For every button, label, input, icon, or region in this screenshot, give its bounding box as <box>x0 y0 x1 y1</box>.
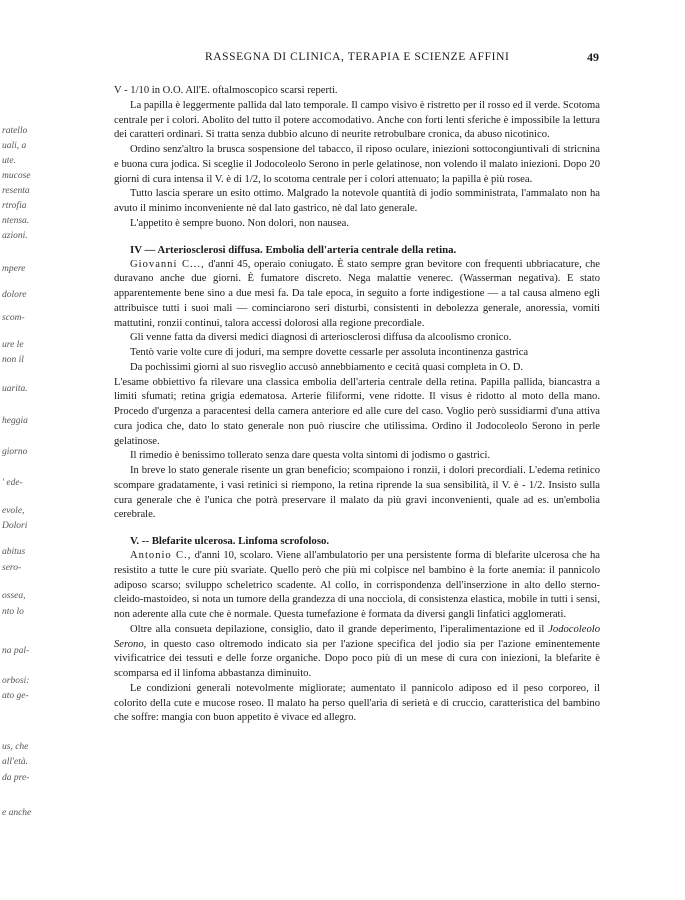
paragraph: La papilla è leggermente pallida dal lato temporale. Il campo visivo è ristretto per il rosso ed il verde. Scotoma centrale per i colori. Abolito del tutto il potere accomodativo. Anche con forti lenti sferiche è impossibile la lettura dei caratteri ordinari. Si tratta senza dubbio alcuno di neurite retrobulbare cronica, da abuso nicotinico. <box>114 99 600 141</box>
left-margin-bleed-through <box>0 0 48 900</box>
paragraph: Tutto lascia sperare un esito ottimo. Malgrado la notevole quantità di jodio somministrata, l'ammalato non ha avuto il minimo inconveniente nè dal lato gastrico, nè dal lato generale. <box>114 188 600 214</box>
paragraph: L'appetito è sempre buono. Non dolori, non nausea. <box>130 217 350 229</box>
paragraph-text: d'anni 10, scolaro. Viene all'ambulatorio per una persistente forma di blefarite ulcerosa che ha resistito a tutte le cure più svariate. Quello però che più mi colpisce nel bambino è la forte anemia: il pannicolo adiposo scarso; sviluppo scheletrico scadente. Al collo, in corrispondenza dell'inserzione in alto dello sterno-cleido-mastoideo, si nota un tumore della grandezza di una nocciola, di consistenza elastica, mobile in tutti i sensi, non aderente alla cute che è normale. Questa tumefazione è formata da diversi gangli linfatici agglomerati. <box>114 550 600 620</box>
paragraph <box>114 549 600 623</box>
margin-fragment: ntensa. <box>2 216 30 226</box>
margin-fragment: uarita. <box>2 384 28 394</box>
margin-fragment: heggia <box>2 416 28 426</box>
margin-fragment: sero- <box>2 563 22 573</box>
paragraph: V - 1/10 in O.O. All'E. oftalmoscopico scarsi reperti. <box>114 85 338 96</box>
margin-fragment: non il <box>2 355 24 365</box>
margin-fragment: ratello <box>2 126 28 136</box>
paragraph: Le condizioni generali notevolmente migliorate; aumentato il pannicolo adiposo ed il peso corporeo, il colorito della cute e mucose roseo. Il malato ha perso quell'aria di serietà e di cruccio, caratteristica del bambino che soffre: mangia con buon appetito è vivace ed allegro. <box>114 682 600 724</box>
margin-fragment: ute. <box>2 156 16 166</box>
section-heading-v: V. -- Blefarite ulcerosa. Linfoma scrofoloso. <box>130 535 330 547</box>
margin-fragment: nto lo <box>2 607 24 617</box>
margin-fragment: da pre- <box>2 773 30 783</box>
section-heading-iv: IV — Arteriosclerosi diffusa. Embolia dell'arteria centrale della retina. <box>130 243 457 256</box>
paragraph: Tentò varie volte cure di joduri, ma sempre dovette cessarle per assoluta incontinenza gastrica <box>130 347 529 358</box>
margin-fragment: na pal- <box>2 646 30 656</box>
margin-fragment: orbosi: <box>2 676 30 686</box>
margin-fragment: ato ge- <box>2 691 29 701</box>
margin-fragment: dolore <box>2 290 27 300</box>
margin-fragment: scom- <box>2 313 25 323</box>
margin-fragment: all'età. <box>2 757 29 767</box>
margin-fragment: e anche <box>2 808 32 818</box>
margin-fragment: resenta <box>2 186 30 196</box>
margin-fragment: uali, a <box>2 141 27 151</box>
paragraph: Ordino senz'altro la brusca sospensione del tabacco, il riposo oculare, iniezioni sottocongiuntivali di stricnina e buona cura jodica. Si sceglie il Jodocoleolo Serono in perle gelatinose, non volendo il malato iniezioni. Dopo 20 giorni di cura intensa il V. è di 1/2, lo scotoma centrale per i colori attenuato; la papilla è più rosea. <box>114 144 600 185</box>
paragraph <box>114 258 600 332</box>
paragraph: Da pochissimi giorni al suo risveglio accusò annebbiamento e cecità quasi completa in O. D. <box>130 361 524 373</box>
margin-fragment: us, che <box>2 742 29 752</box>
running-head: RASSEGNA DI CLINICA, TERAPIA E SCIENZE AFFINI <box>205 51 510 63</box>
margin-fragment: ure le <box>2 340 24 350</box>
paragraph: Gli venne fatta da diversi medici diagnosi di arteriosclerosi diffusa da alcoolismo cronico. <box>130 332 512 344</box>
margin-fragment: abitus <box>2 547 26 557</box>
patient-name: Giovanni C..., <box>130 258 205 270</box>
margin-fragment: azioni. <box>2 231 28 241</box>
article-body <box>114 84 600 726</box>
margin-fragment: evole, <box>2 506 25 516</box>
page-number: 49 <box>587 50 599 64</box>
margin-fragment: mucose <box>2 171 31 181</box>
margin-fragment: giorno <box>2 447 28 457</box>
margin-fragment: ' ede- <box>2 478 23 488</box>
margin-fragment: mpere <box>2 264 26 274</box>
drug-name: Jodocoleolo Serono, <box>114 623 600 650</box>
margin-fragment: ossea, <box>2 591 26 601</box>
paragraph: Il rimedio è benissimo tollerato senza dare questa volta sintomi di jodismo o gastrici. <box>130 450 491 462</box>
paragraph: L'esame obbiettivo fa rilevare una classica embolia dell'arteria centrale della retina. Papilla pallida, biancastra a limiti sfumati; retina grigia edematosa. Arterie filiformi, vene ridotte. Il visus è ridotto al moto della mano. Procedo d'urgenza a paracentesi della camera anteriore ed alle cure del caso. Voglio però sussidiarmi d'una attiva cura jodica che, dato lo stato generale non può riuscire che utilissima. Ordino il Jodocoleolo Serono in perle gelatinose. <box>114 376 600 447</box>
paragraph-text: Oltre alla consueta depilazione, consiglio, dato il grande deperimento, l'iperalimentazione ed il <box>130 623 545 635</box>
patient-name: Antonio C., <box>130 550 192 561</box>
paragraph-text: in questo caso oltremodo indicato sia per l'azione specifica del jodio sia per l'azione eminentemente vivificatrice dei tessuti e delle forze organiche. Dopo poco più di un mese di cura con iniezioni, la blefarite è scomparsa ed il linfoma abbastanza diminuito. <box>114 638 600 679</box>
paragraph: In breve lo stato generale risente un gran beneficio; scompaiono i ronzii, i dolori precordiali. L'edema retinico scompare gradatamente, i vasi retinici si riempono, la retina riprende la sua sensibilità, il V. è - 1/2. Insisto sulla cura generale che è l'unica che potrà preservare il malato da più gravi inconvenienti, quale ad es. un'embolia cerebrale. <box>114 465 600 521</box>
margin-fragment: Dolori <box>2 521 28 531</box>
margin-fragment: rtrofia <box>2 201 27 211</box>
paragraph <box>114 623 600 682</box>
paragraph-text: d'anni 45, operaio coniugato. È stato sempre gran bevitore con frequenti ubbriacature, che duravano anche due giorni. È fumatore discreto. Nega malattie venerec. (Wasserman negativa). E stato apparentemente bene sino a due mesi fa. Da tale epoca, in seguito a forte indigestione — a tal causa almeno egli attribuisce tutti i suoi mali — cominciarono seri disturbi, consistenti in debolezza generale, anoressia, vomiti mattutini, ronzii continui, talora accessi dolorosi alla regione precordiale. <box>114 258 600 329</box>
